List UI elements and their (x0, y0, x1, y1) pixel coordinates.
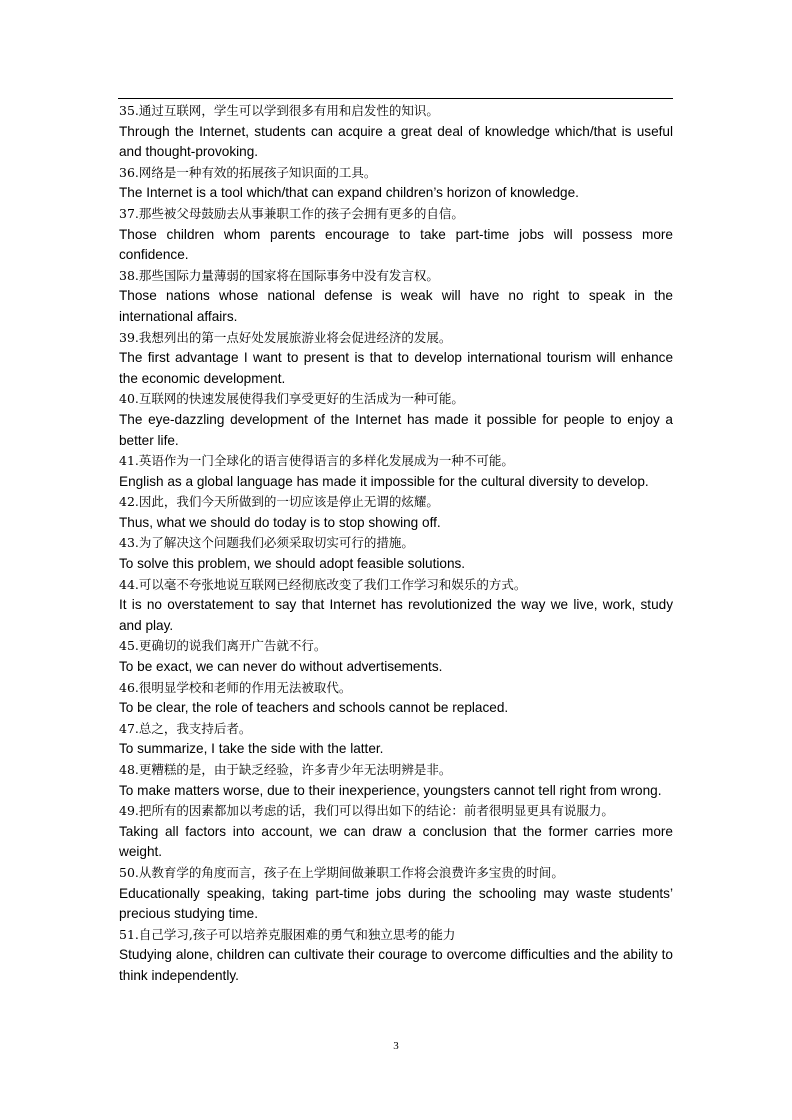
english-translation: To be clear, the role of teachers and schools cannot be replaced. (119, 700, 509, 716)
sentence-entry-50 (119, 863, 673, 925)
sentence-entry-38 (119, 266, 673, 328)
english-translation: Those nations whose national defense is weak will have no right to speak in the international affairs. (119, 288, 673, 324)
sentence-entry-37 (119, 204, 673, 266)
chinese-sentence: 42.因此，我们今天所做到的一切应该是停止无谓的炫耀。 (119, 494, 439, 510)
chinese-sentence: 47.总之，我支持后者。 (119, 720, 252, 736)
sentence-entry-41 (119, 451, 673, 492)
english-translation: The Internet is a tool which/that can expand children’s horizon of knowledge. (119, 185, 579, 201)
sentence-entry-35 (119, 101, 673, 163)
sentence-entry-39 (119, 328, 673, 390)
chinese-sentence: 41.英语作为一门全球化的语言使得语言的多样化发展成为一种不可能。 (119, 453, 514, 469)
chinese-sentence: 39.我想列出的第一点好处发展旅游业将会促进经济的发展。 (119, 329, 452, 345)
chinese-sentence: 37.那些被父母鼓励去从事兼职工作的孩子会拥有更多的自信。 (119, 205, 464, 221)
chinese-sentence: 50.从教育学的角度而言，孩子在上学期间做兼职工作将会浪费许多宝贵的时间。 (119, 864, 564, 880)
english-translation: The first advantage I want to present is that to develop international tourism will enhance the economic development. (119, 350, 673, 386)
chinese-sentence: 38.那些国际力量薄弱的国家将在国际事务中没有发言权。 (119, 267, 439, 283)
sentence-entry-42 (119, 492, 673, 533)
sentence-entry-51 (119, 925, 673, 987)
english-translation: Thus, what we should do today is to stop showing off. (119, 514, 441, 530)
sentence-list (119, 101, 673, 987)
chinese-sentence: 44.可以毫不夸张地说互联网已经彻底改变了我们工作学习和娱乐的方式。 (119, 576, 527, 592)
sentence-entry-40 (119, 389, 673, 451)
english-translation: Educationally speaking, taking part-time jobs during the schooling may waste students’ precious studying time. (119, 885, 673, 922)
chinese-sentence: 46.很明显学校和老师的作用无法被取代。 (119, 679, 352, 695)
english-translation: To summarize, I take the side with the latter. (119, 741, 384, 757)
english-translation: Those children whom parents encourage to take part-time jobs will possess more confidence. (119, 226, 673, 263)
english-translation: To make matters worse, due to their inexperience, youngsters cannot tell right from wrong. (119, 782, 662, 798)
english-translation: Studying alone, children can cultivate their courage to overcome difficulties and the ability to think independently. (119, 947, 673, 983)
chinese-sentence: 48.更糟糕的是，由于缺乏经验，许多青少年无法明辨是非。 (119, 762, 452, 777)
chinese-sentence: 36.网络是一种有效的拓展孩子知识面的工具。 (119, 164, 377, 180)
sentence-entry-46 (119, 678, 673, 719)
sentence-entry-36 (119, 163, 673, 204)
sentence-entry-48 (119, 760, 673, 801)
english-translation: To be exact, we can never do without advertisements. (119, 659, 443, 675)
english-translation: The eye-dazzling development of the Internet has made it possible for people to enjoy a better life. (119, 411, 673, 448)
sentence-entry-47 (119, 719, 673, 760)
chinese-sentence: 35.通过互联网，学生可以学到很多有用和启发性的知识。 (119, 103, 439, 118)
sentence-entry-49 (119, 801, 673, 863)
chinese-sentence: 40.互联网的快速发展使得我们享受更好的生活成为一种可能。 (119, 391, 464, 407)
english-translation: To solve this problem, we should adopt feasible solutions. (119, 556, 466, 572)
chinese-sentence: 51.自己学习,孩子可以培养克服困难的勇气和独立思考的能力 (119, 926, 456, 942)
chinese-sentence: 43.为了解决这个问题我们必须采取切实可行的措施。 (119, 535, 414, 551)
chinese-sentence: 49.把所有的因素都加以考虑的话，我们可以得出如下的结论：前者很明显更具有说服力。 (119, 803, 614, 819)
page-number: 3 (393, 1040, 399, 1052)
english-translation: Through the Internet, students can acquire a great deal of knowledge which/that is useful and thought-provoking. (119, 123, 673, 160)
english-translation: English as a global language has made it impossible for the cultural diversity to develop. (119, 473, 649, 489)
sentence-entry-43 (119, 533, 673, 574)
sentence-entry-44 (119, 575, 673, 637)
header-rule (118, 98, 673, 99)
english-translation: Taking all factors into account, we can draw a conclusion that the former carries more weight. (119, 823, 673, 860)
sentence-entry-45 (119, 636, 673, 677)
english-translation: It is no overstatement to say that Internet has revolutionized the way we live, work, study and play. (119, 597, 673, 633)
chinese-sentence: 45.更确切的说我们离开广告就不行。 (119, 638, 327, 654)
